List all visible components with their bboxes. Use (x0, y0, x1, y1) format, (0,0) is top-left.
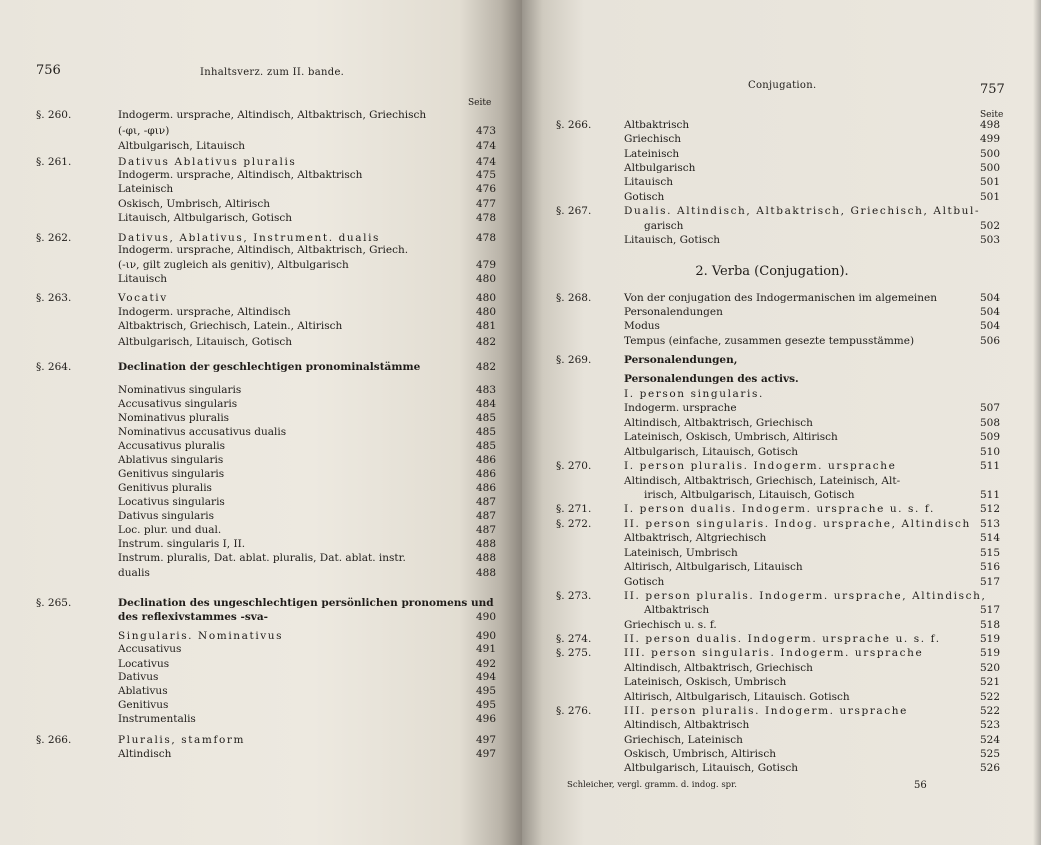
page-ref: 486 (475, 482, 496, 494)
page-ref: 497 (475, 748, 496, 760)
toc-entry (556, 733, 1000, 747)
toc-entry (556, 531, 1000, 545)
entry-title: Gotisch (624, 191, 665, 203)
toc-entry (36, 439, 496, 453)
entry-title: Pluralis, stamform (118, 734, 246, 746)
page-ref: 480 (475, 273, 496, 285)
section-number: §. 267. (556, 205, 592, 217)
section-number: §. 266. (556, 119, 592, 131)
page-ref: 510 (979, 446, 1000, 458)
entry-title: Altindisch, Altbaktrisch (624, 719, 750, 731)
entry-title: Altbaktrisch, Griechisch, Latein., Altirisch (118, 320, 343, 332)
page-ref: 475 (475, 169, 496, 181)
toc-entry (556, 761, 1000, 775)
page-ref: 519 (979, 647, 1000, 659)
page-ref: 509 (979, 431, 1000, 443)
page-ref: 511 (979, 460, 1000, 472)
entry-title: Indogerm. ursprache, Altindisch, Altbaktrisch (118, 169, 363, 181)
page-ref: 474 (475, 140, 496, 152)
toc-entry (556, 618, 1000, 632)
section-number: §. 272. (556, 518, 592, 530)
entry-title: Dativus Ablativus pluralis (118, 156, 297, 168)
page-ref: 523 (979, 719, 1000, 731)
entry-title: Altbaktrisch (624, 119, 690, 131)
toc-entry (36, 291, 496, 305)
left-running-head: Inhaltsverz. zum II. bande. (200, 67, 345, 78)
entry-title: Altindisch, Altbaktrisch, Griechisch, Lateinisch, Alt- (624, 475, 901, 487)
toc-entry (556, 233, 1000, 247)
toc-entry (36, 319, 496, 333)
entry-title: Oskisch, Umbrisch, Altirisch (624, 748, 776, 760)
entry-title: Personalendungen (624, 306, 723, 318)
toc-entry (556, 632, 1000, 646)
toc-entry (36, 211, 496, 225)
entry-title: Singularis. Nominativus (118, 630, 284, 642)
toc-entry (36, 139, 496, 153)
toc-entry (36, 243, 496, 257)
page-ref: 517 (979, 604, 1000, 616)
page-ref: 516 (979, 561, 1000, 573)
toc-entry (36, 629, 496, 643)
page-ref: 502 (979, 220, 1000, 232)
entry-title: Accusativus singularis (118, 398, 238, 410)
toc-entry (556, 353, 1000, 367)
entry-title: Altbaktrisch (644, 604, 710, 616)
entry-title: Dativus (118, 671, 159, 683)
page-ref: 504 (979, 292, 1000, 304)
entry-title: Litauisch, Gotisch (624, 234, 720, 246)
page-ref: 495 (475, 685, 496, 697)
toc-entry (556, 319, 1000, 333)
entry-title: Locativus singularis (118, 496, 225, 508)
entry-title: Personalendungen, (624, 354, 738, 366)
section-number: §. 266. (36, 734, 72, 746)
toc-entry (556, 603, 1000, 617)
entry-title: Dativus, Ablativus, Instrument. dualis (118, 232, 381, 244)
section-number: §. 264. (36, 361, 72, 373)
toc-entry (556, 305, 1000, 319)
section-number: §. 270. (556, 460, 592, 472)
toc-entry (556, 445, 1000, 459)
toc-entry (556, 132, 1000, 146)
toc-entry (556, 560, 1000, 574)
page-ref: 480 (475, 292, 496, 304)
entry-title: Genitivus pluralis (118, 482, 212, 494)
page-ref: 515 (979, 547, 1000, 559)
entry-title: Vocativ (118, 292, 168, 304)
toc-entry (556, 416, 1000, 430)
page-ref: 500 (979, 148, 1000, 160)
page-ref: 473 (475, 125, 496, 137)
page-ref: 513 (979, 518, 1000, 530)
toc-entry (36, 523, 496, 537)
toc-entry (36, 108, 496, 122)
toc-entry (36, 481, 496, 495)
toc-entry (556, 459, 1000, 473)
entry-title: Dualis. Altindisch, Altbaktrisch, Griechisch, Altbul- (624, 205, 981, 217)
entry-title: Dativus singularis (118, 510, 215, 522)
entry-title: irisch, Altbulgarisch, Litauisch, Gotisch (644, 489, 855, 501)
toc-entry (36, 197, 496, 211)
left-seite-label: Seite (468, 98, 492, 108)
toc-entry (36, 155, 496, 169)
page-ref: 526 (979, 762, 1000, 774)
entry-title: Lateinisch (624, 148, 680, 160)
entry-title: Indogerm. ursprache, Altindisch, Altbaktrisch, Griechisch (118, 109, 427, 121)
entry-title: Altirisch, Altbulgarisch, Litauisch. Gotisch (624, 691, 850, 703)
entry-title: Ablativus (118, 685, 168, 697)
toc-entry (556, 675, 1000, 689)
entry-title: I. person dualis. Indogerm. ursprache u. s. f. (624, 503, 935, 515)
toc-entry (36, 610, 496, 624)
toc-entry (36, 383, 496, 397)
entry-title: Griechisch (624, 133, 682, 145)
toc-entry (36, 453, 496, 467)
page-ref: 507 (979, 402, 1000, 414)
section-number: §. 271. (556, 503, 592, 515)
page-ref: 525 (979, 748, 1000, 760)
entry-title: Nominativus singularis (118, 384, 242, 396)
entry-title: Indogerm. ursprache, Altindisch (118, 306, 291, 318)
page-ref: 501 (979, 176, 1000, 188)
toc-entry (556, 747, 1000, 761)
entry-title: Locativus (118, 658, 170, 670)
page-ref: 480 (475, 306, 496, 318)
page-ref: 511 (979, 489, 1000, 501)
toc-entry (556, 517, 1000, 531)
right-page-number: 757 (980, 82, 1005, 97)
page-ref: 476 (475, 183, 496, 195)
entry-title: Genitivus singularis (118, 468, 225, 480)
page-ref: 495 (475, 699, 496, 711)
section-number: §. 260. (36, 109, 72, 121)
right-running-head: Conjugation. (748, 80, 817, 91)
entry-title: Personalendungen des activs. (624, 373, 799, 385)
toc-entry (556, 118, 1000, 132)
page-ref: 499 (979, 133, 1000, 145)
page-ref: 485 (475, 426, 496, 438)
page-ref: 524 (979, 734, 1000, 746)
page-ref: 483 (475, 384, 496, 396)
entry-title: Altbulgarisch, Litauisch, Gotisch (624, 762, 799, 774)
section-number: §. 275. (556, 647, 592, 659)
entry-title: Lateinisch, Oskisch, Umbrisch, Altirisch (624, 431, 838, 443)
section-number: §. 276. (556, 705, 592, 717)
entry-title: Instrumentalis (118, 713, 196, 725)
toc-entry (36, 551, 496, 565)
page-ref: 482 (475, 361, 496, 373)
toc-entry (556, 575, 1000, 589)
toc-entry (556, 147, 1000, 161)
entry-title: Altbulgarisch (624, 162, 696, 174)
page-ref: 481 (475, 320, 496, 332)
toc-entry (36, 747, 496, 761)
entry-title: Indogerm. ursprache, Altindisch, Altbaktrisch, Griech. (118, 244, 409, 256)
entry-title: Genitivus (118, 699, 169, 711)
entry-title: Altbulgarisch, Litauisch, Gotisch (118, 336, 293, 348)
page-ref: 479 (475, 259, 496, 271)
page-ref: 492 (475, 658, 496, 670)
entry-title: Tempus (einfache, zusammen gesezte tempusstämme) (624, 335, 915, 347)
entry-title: Instrum. pluralis, Dat. ablat. pluralis, Dat. ablat. instr. (118, 552, 406, 564)
toc-entry (556, 401, 1000, 415)
entry-title: Altirisch, Altbulgarisch, Litauisch (624, 561, 803, 573)
entry-title: Modus (624, 320, 660, 332)
signature-mark: 56 (914, 780, 927, 791)
page-ref: 494 (475, 671, 496, 683)
toc-entry (36, 425, 496, 439)
page-ref: 504 (979, 320, 1000, 332)
toc-entry (556, 291, 1000, 305)
entry-title: Declination des ungeschlechtigen persönlichen pronomens und (118, 597, 494, 609)
toc-entry (556, 430, 1000, 444)
page-ref: 490 (475, 611, 496, 623)
page-ref: 474 (475, 156, 496, 168)
toc-entry (36, 305, 496, 319)
toc-entry (556, 161, 1000, 175)
section-number: §. 262. (36, 232, 72, 244)
entry-title: dualis (118, 567, 150, 579)
entry-title: Griechisch u. s. f. (624, 619, 717, 631)
entry-title: Litauisch (118, 273, 167, 285)
toc-entry (36, 272, 496, 286)
page-ref: 487 (475, 524, 496, 536)
page-ref: 477 (475, 198, 496, 210)
toc-entry (556, 387, 1000, 401)
toc-entry (556, 661, 1000, 675)
page-ref: 488 (475, 567, 496, 579)
toc-entry (36, 509, 496, 523)
toc-entry (36, 596, 496, 610)
toc-entry (36, 335, 496, 349)
toc-entry (556, 502, 1000, 516)
left-page-number: 756 (36, 63, 61, 78)
page-ref: 522 (979, 705, 1000, 717)
toc-entry (36, 733, 496, 747)
toc-entry (36, 467, 496, 481)
toc-entry (556, 704, 1000, 718)
entry-title: Lateinisch (118, 183, 174, 195)
toc-entry (36, 397, 496, 411)
page-ref: 487 (475, 496, 496, 508)
section-number: §. 273. (556, 590, 592, 602)
section-number: §. 268. (556, 292, 592, 304)
toc-entry (36, 168, 496, 182)
entry-title: Altbulgarisch, Litauisch, Gotisch (624, 446, 799, 458)
entry-title: Litauisch, Altbulgarisch, Gotisch (118, 212, 293, 224)
page-ref: 517 (979, 576, 1000, 588)
toc-entry (556, 589, 1000, 603)
toc-entry (556, 219, 1000, 233)
entry-title: (-ιν, gilt zugleich als genitiv), Altbulgarisch (118, 259, 349, 271)
page-ref: 478 (475, 212, 496, 224)
toc-entry (36, 684, 496, 698)
entry-title: Litauisch (624, 176, 673, 188)
entry-title: II. person singularis. Indog. ursprache, Altindisch (624, 518, 971, 530)
page-ref: 522 (979, 691, 1000, 703)
page-ref: 500 (979, 162, 1000, 174)
page-ref: 482 (475, 336, 496, 348)
toc-entry (556, 546, 1000, 560)
right-seite-label: Seite (980, 110, 1004, 120)
entry-title: des reflexivstammes -sva- (118, 611, 269, 623)
entry-title: Nominativus pluralis (118, 412, 230, 424)
footer-text: Schleicher, vergl. gramm. d. indog. spr. (567, 780, 737, 790)
page-ref: 512 (979, 503, 1000, 515)
toc-entry (556, 718, 1000, 732)
page-ref: 521 (979, 676, 1000, 688)
toc-entry (36, 495, 496, 509)
section-number: §. 261. (36, 156, 72, 168)
entry-title: Altindisch, Altbaktrisch, Griechisch (624, 417, 813, 429)
page-ref: 508 (979, 417, 1000, 429)
entry-title: (-φι, -φιν) (118, 125, 170, 137)
page-ref: 485 (475, 440, 496, 452)
entry-title: Ablativus singularis (118, 454, 224, 466)
entry-title: Accusativus pluralis (118, 440, 225, 452)
entry-title: II. person dualis. Indogerm. ursprache u. s. f. (624, 633, 941, 645)
entry-title: Oskisch, Umbrisch, Altirisch (118, 198, 270, 210)
section-number: §. 263. (36, 292, 72, 304)
entry-title: Accusativus (118, 643, 182, 655)
page-ref: 491 (475, 643, 496, 655)
entry-title: Altbulgarisch, Litauisch (118, 140, 246, 152)
entry-title: Griechisch, Lateinisch (624, 734, 743, 746)
page-ref: 519 (979, 633, 1000, 645)
page-ref: 501 (979, 191, 1000, 203)
toc-entry (36, 124, 496, 138)
entry-title: Gotisch (624, 576, 665, 588)
entry-title: Altbaktrisch, Altgriechisch (624, 532, 767, 544)
right-page (522, 0, 1041, 845)
toc-entry (556, 334, 1000, 348)
toc-entry (36, 566, 496, 580)
toc-entry (556, 690, 1000, 704)
section-heading: 2. Verba (Conjugation). (695, 264, 849, 279)
page-ref: 504 (979, 306, 1000, 318)
entry-title: Lateinisch, Umbrisch (624, 547, 738, 559)
page-ref: 503 (979, 234, 1000, 246)
page-ref: 486 (475, 454, 496, 466)
page-ref: 518 (979, 619, 1000, 631)
entry-title: II. person pluralis. Indogerm. ursprache, Altindisch, (624, 590, 987, 602)
toc-entry (556, 204, 1000, 218)
entry-title: I. person pluralis. Indogerm. ursprache (624, 460, 897, 472)
page-ref: 496 (475, 713, 496, 725)
page-ref: 484 (475, 398, 496, 410)
page-ref: 485 (475, 412, 496, 424)
toc-entry (36, 411, 496, 425)
toc-entry (36, 712, 496, 726)
page-ref: 506 (979, 335, 1000, 347)
page-ref: 520 (979, 662, 1000, 674)
toc-entry (556, 372, 1000, 386)
page-ref: 488 (475, 538, 496, 550)
page-ref: 486 (475, 468, 496, 480)
toc-entry (36, 537, 496, 551)
entry-title: III. person singularis. Indogerm. ursprache (624, 647, 924, 659)
page-ref: 488 (475, 552, 496, 564)
entry-title: Loc. plur. und dual. (118, 524, 222, 536)
page-ref: 487 (475, 510, 496, 522)
entry-title: Instrum. singularis I, II. (118, 538, 246, 550)
toc-entry (556, 488, 1000, 502)
entry-title: III. person pluralis. Indogerm. ursprache (624, 705, 908, 717)
section-number: §. 265. (36, 597, 72, 609)
toc-entry (36, 670, 496, 684)
page-ref: 478 (475, 232, 496, 244)
page-ref: 514 (979, 532, 1000, 544)
section-number: §. 269. (556, 354, 592, 366)
toc-entry (36, 698, 496, 712)
entry-title: Lateinisch, Oskisch, Umbrisch (624, 676, 787, 688)
entry-title: Altindisch (118, 748, 172, 760)
page-ref: 490 (475, 630, 496, 642)
entry-title: Altindisch, Altbaktrisch, Griechisch (624, 662, 813, 674)
entry-title: Nominativus accusativus dualis (118, 426, 287, 438)
entry-title: Von der conjugation des Indogermanischen im algemeinen (624, 292, 938, 304)
toc-entry (36, 657, 496, 671)
entry-title: Declination der geschlechtigen pronominalstämme (118, 361, 421, 373)
toc-entry (36, 642, 496, 656)
toc-entry (556, 646, 1000, 660)
entry-title: garisch (644, 220, 684, 232)
entry-title: I. person singularis. (624, 388, 764, 400)
toc-entry (36, 182, 496, 196)
page-ref: 497 (475, 734, 496, 746)
toc-entry (556, 474, 1000, 488)
toc-entry (36, 360, 496, 374)
page-ref: 498 (979, 119, 1000, 131)
toc-entry (556, 190, 1000, 204)
entry-title: Indogerm. ursprache (624, 402, 737, 414)
toc-entry (556, 175, 1000, 189)
toc-entry (36, 258, 496, 272)
section-number: §. 274. (556, 633, 592, 645)
